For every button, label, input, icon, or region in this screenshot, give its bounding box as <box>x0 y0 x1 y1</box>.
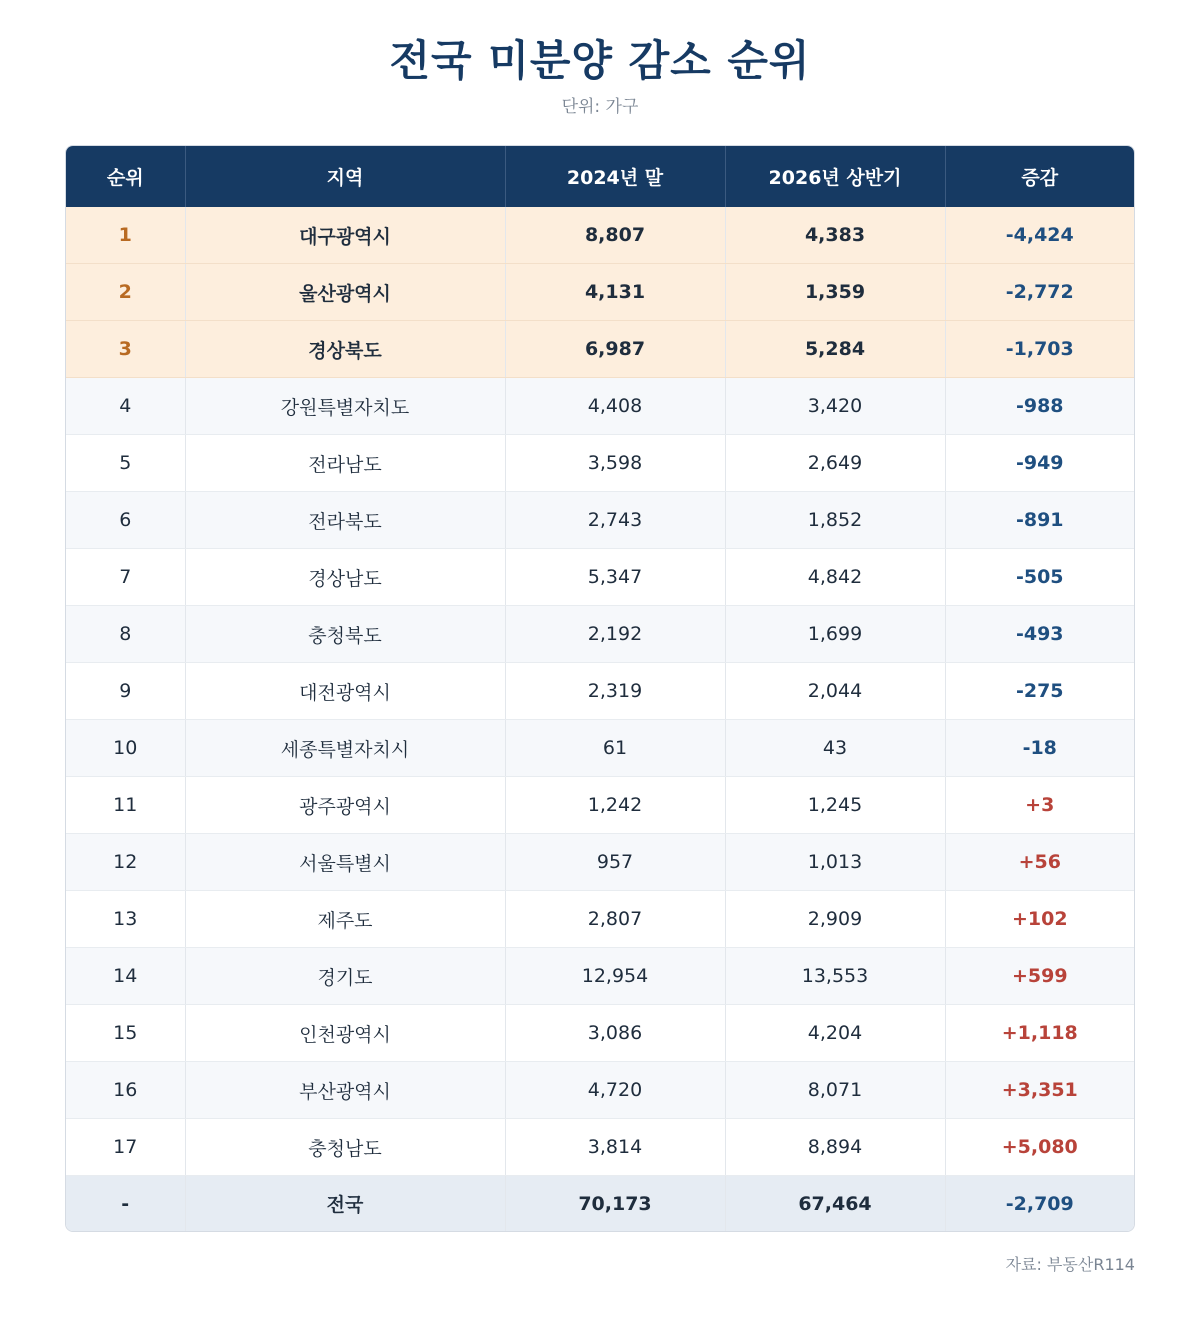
value-2026-cell: 13,553 <box>725 948 945 1005</box>
rank-cell: 12 <box>66 834 185 891</box>
total-region: 전국 <box>185 1176 505 1232</box>
region-cell: 광주광역시 <box>185 777 505 834</box>
ranking-table-container <box>65 145 1135 1232</box>
rank-cell: 16 <box>66 1062 185 1119</box>
table-row <box>66 834 1134 891</box>
change-cell: +1,118 <box>945 1005 1134 1062</box>
ranking-table <box>66 146 1134 1231</box>
region-cell: 대구광역시 <box>185 207 505 264</box>
value-2024-cell: 2,319 <box>505 663 725 720</box>
change-cell: +5,080 <box>945 1119 1134 1176</box>
table-row <box>66 435 1134 492</box>
source-note: 자료: 부동산R114 <box>1005 1255 1135 1274</box>
value-2024-cell: 12,954 <box>505 948 725 1005</box>
table-header <box>66 146 1134 207</box>
rank-cell: 9 <box>66 663 185 720</box>
page-title: 전국 미분양 감소 순위 <box>389 36 811 85</box>
value-2026-cell: 8,894 <box>725 1119 945 1176</box>
value-2026-cell: 1,245 <box>725 777 945 834</box>
rank-cell: 10 <box>66 720 185 777</box>
value-2026-cell: 43 <box>725 720 945 777</box>
column-header-rank: 순위 <box>66 146 185 207</box>
table-row <box>66 606 1134 663</box>
table-row <box>66 264 1134 321</box>
value-2026-cell: 1,699 <box>725 606 945 663</box>
value-2024-cell: 2,807 <box>505 891 725 948</box>
column-header-change: 증감 <box>945 146 1134 207</box>
change-cell: +56 <box>945 834 1134 891</box>
total-change-value: -2,709 <box>945 1176 1134 1232</box>
value-2024-cell: 4,131 <box>505 264 725 321</box>
region-cell: 충청북도 <box>185 606 505 663</box>
region-cell: 인천광역시 <box>185 1005 505 1062</box>
value-2026-cell: 4,383 <box>725 207 945 264</box>
change-cell: -4,424 <box>945 207 1134 264</box>
change-cell: -493 <box>945 606 1134 663</box>
change-cell: -505 <box>945 549 1134 606</box>
table-body <box>66 207 1134 1176</box>
unit-label: 단위: 가구 <box>561 97 639 117</box>
value-2024-cell: 8,807 <box>505 207 725 264</box>
total-row <box>66 1176 1134 1232</box>
value-2026-cell: 1,359 <box>725 264 945 321</box>
change-cell: +599 <box>945 948 1134 1005</box>
rank-cell: 13 <box>66 891 185 948</box>
total-2026-value: 67,464 <box>725 1176 945 1232</box>
table-row <box>66 492 1134 549</box>
column-header-2026: 2026년 상반기 <box>725 146 945 207</box>
region-cell: 대전광역시 <box>185 663 505 720</box>
change-cell: -988 <box>945 378 1134 435</box>
rank-cell: 1 <box>66 207 185 264</box>
value-2026-cell: 3,420 <box>725 378 945 435</box>
table-row <box>66 720 1134 777</box>
change-cell: +3,351 <box>945 1062 1134 1119</box>
rank-cell: 5 <box>66 435 185 492</box>
value-2024-cell: 4,720 <box>505 1062 725 1119</box>
table-row <box>66 891 1134 948</box>
change-cell: -1,703 <box>945 321 1134 378</box>
table-footer <box>66 1176 1134 1232</box>
rank-cell: 8 <box>66 606 185 663</box>
table-row <box>66 549 1134 606</box>
region-cell: 전라남도 <box>185 435 505 492</box>
region-cell: 울산광역시 <box>185 264 505 321</box>
table-row <box>66 207 1134 264</box>
rank-cell: 2 <box>66 264 185 321</box>
value-2024-cell: 2,192 <box>505 606 725 663</box>
rank-cell: 6 <box>66 492 185 549</box>
value-2024-cell: 5,347 <box>505 549 725 606</box>
rank-cell: 15 <box>66 1005 185 1062</box>
region-cell: 전라북도 <box>185 492 505 549</box>
table-row <box>66 948 1134 1005</box>
value-2026-cell: 2,909 <box>725 891 945 948</box>
value-2024-cell: 4,408 <box>505 378 725 435</box>
region-cell: 강원특별자치도 <box>185 378 505 435</box>
rank-cell: 7 <box>66 549 185 606</box>
rank-cell: 4 <box>66 378 185 435</box>
table-row <box>66 663 1134 720</box>
region-cell: 서울특별시 <box>185 834 505 891</box>
value-2024-cell: 3,086 <box>505 1005 725 1062</box>
region-cell: 제주도 <box>185 891 505 948</box>
rank-cell: 11 <box>66 777 185 834</box>
change-cell: -949 <box>945 435 1134 492</box>
value-2026-cell: 4,204 <box>725 1005 945 1062</box>
table-row <box>66 777 1134 834</box>
table-row <box>66 321 1134 378</box>
column-header-region: 지역 <box>185 146 505 207</box>
value-2026-cell: 1,013 <box>725 834 945 891</box>
value-2024-cell: 3,814 <box>505 1119 725 1176</box>
total-2024-value: 70,173 <box>505 1176 725 1232</box>
total-rank: - <box>66 1176 185 1232</box>
region-cell: 충청남도 <box>185 1119 505 1176</box>
value-2026-cell: 5,284 <box>725 321 945 378</box>
value-2024-cell: 3,598 <box>505 435 725 492</box>
rank-cell: 14 <box>66 948 185 1005</box>
value-2026-cell: 2,649 <box>725 435 945 492</box>
value-2026-cell: 4,842 <box>725 549 945 606</box>
change-cell: +3 <box>945 777 1134 834</box>
change-cell: -18 <box>945 720 1134 777</box>
value-2026-cell: 8,071 <box>725 1062 945 1119</box>
rank-cell: 3 <box>66 321 185 378</box>
value-2024-cell: 6,987 <box>505 321 725 378</box>
column-header-2024: 2024년 말 <box>505 146 725 207</box>
value-2026-cell: 1,852 <box>725 492 945 549</box>
value-2024-cell: 61 <box>505 720 725 777</box>
header-row <box>66 146 1134 207</box>
region-cell: 경기도 <box>185 948 505 1005</box>
value-2026-cell: 2,044 <box>725 663 945 720</box>
value-2024-cell: 957 <box>505 834 725 891</box>
value-2024-cell: 2,743 <box>505 492 725 549</box>
region-cell: 경상북도 <box>185 321 505 378</box>
table-row <box>66 1005 1134 1062</box>
region-cell: 세종특별자치시 <box>185 720 505 777</box>
change-cell: -275 <box>945 663 1134 720</box>
region-cell: 경상남도 <box>185 549 505 606</box>
table-row <box>66 1119 1134 1176</box>
change-cell: +102 <box>945 891 1134 948</box>
change-cell: -891 <box>945 492 1134 549</box>
rank-cell: 17 <box>66 1119 185 1176</box>
table-row <box>66 378 1134 435</box>
value-2024-cell: 1,242 <box>505 777 725 834</box>
table-row <box>66 1062 1134 1119</box>
change-cell: -2,772 <box>945 264 1134 321</box>
region-cell: 부산광역시 <box>185 1062 505 1119</box>
